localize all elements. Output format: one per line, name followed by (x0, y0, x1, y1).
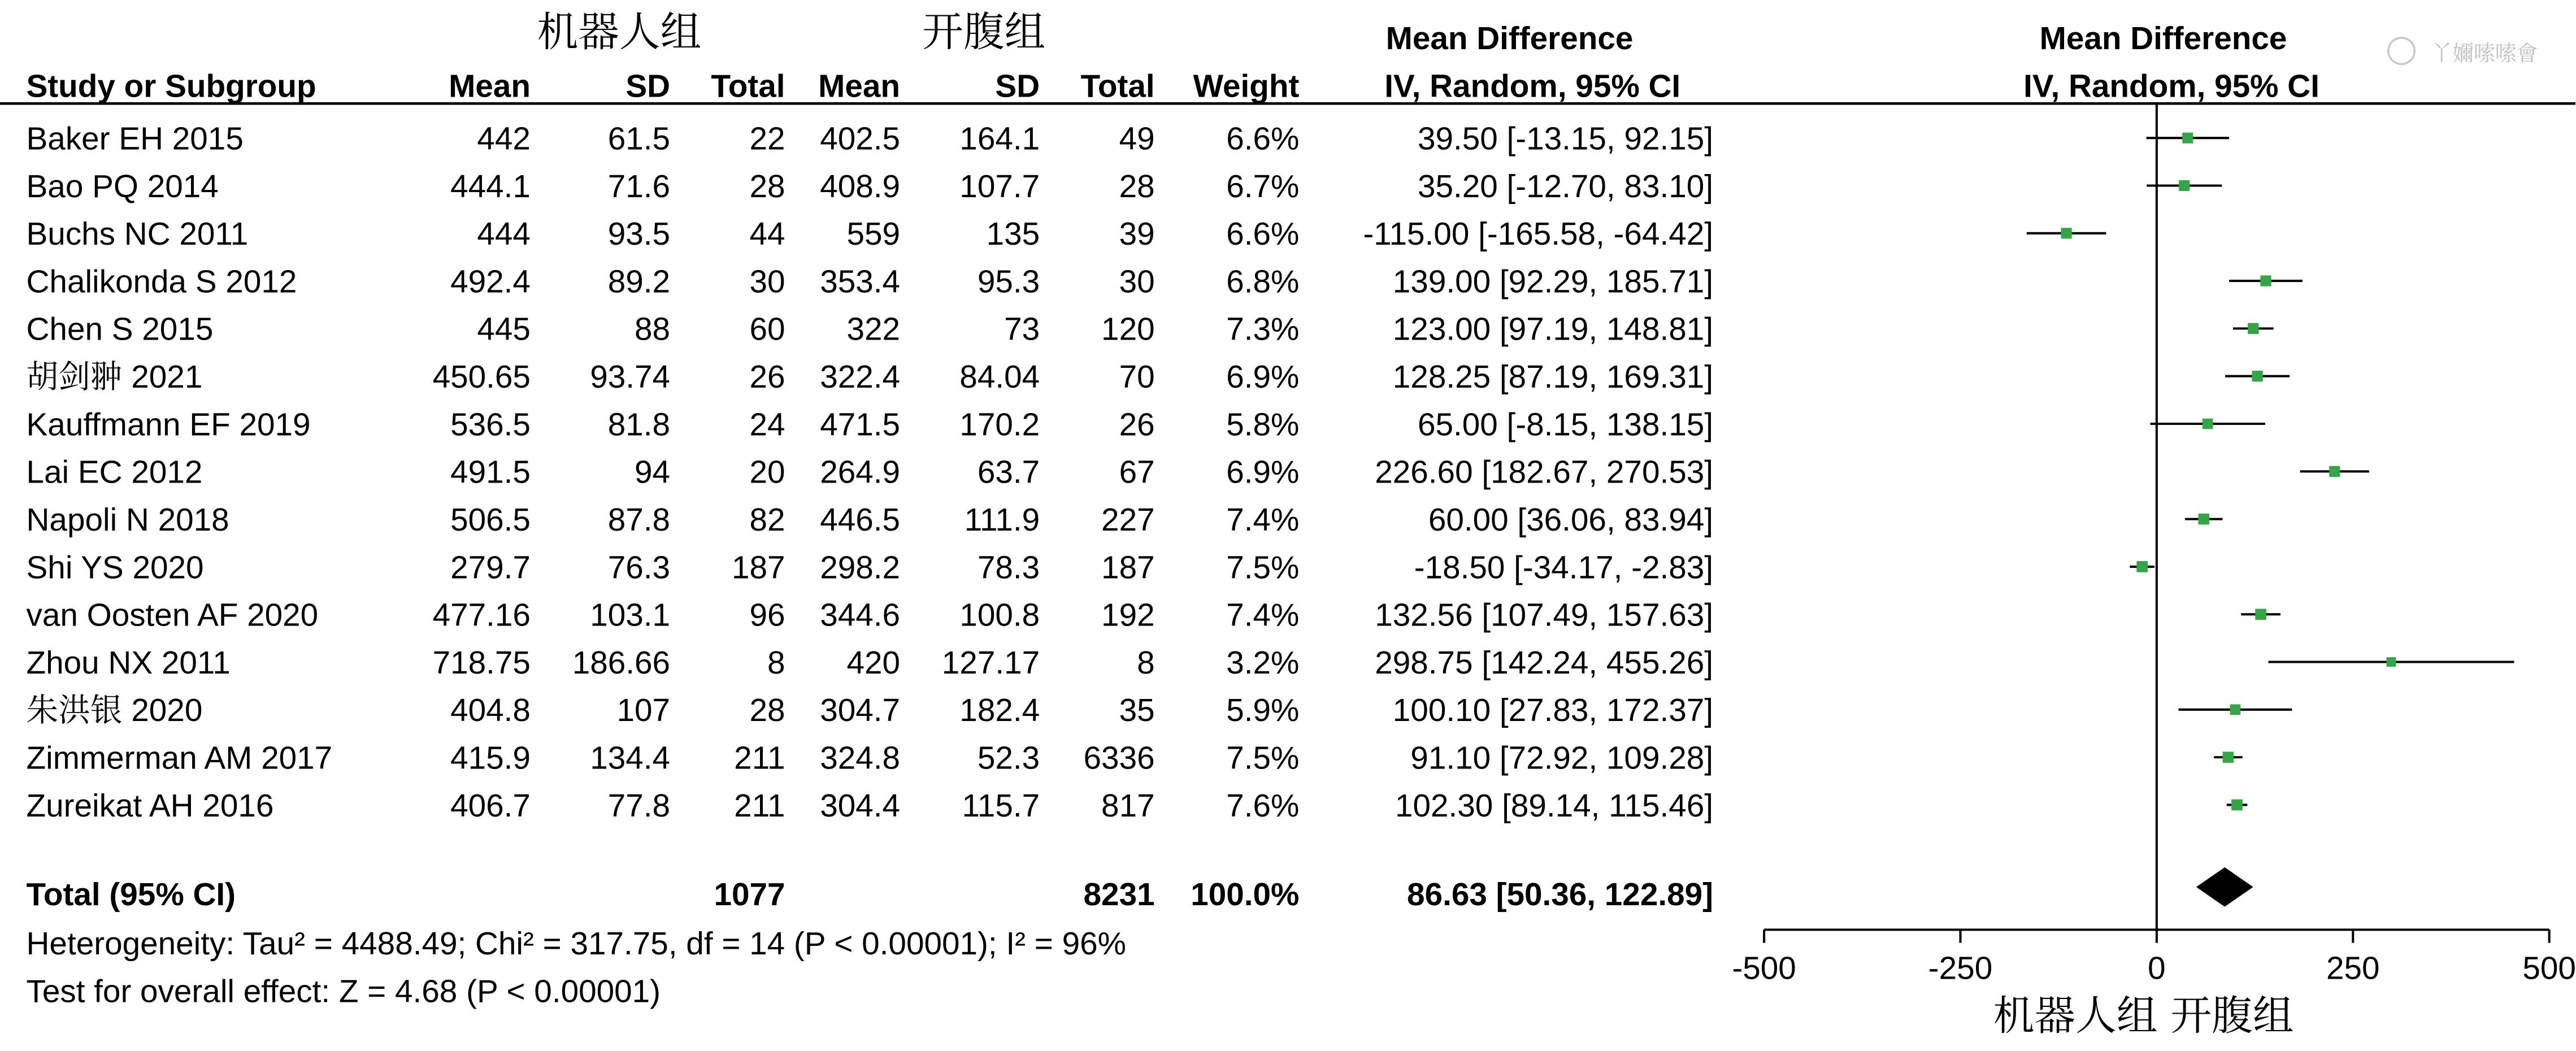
totals-ci: 86.63 [50.36, 122.89] (1407, 876, 1714, 913)
sd-experimental: 71.6 (607, 168, 671, 205)
study-name: Napoli N 2018 (26, 502, 229, 538)
sd-experimental: 81.8 (607, 407, 671, 443)
mean-experimental: 444 (477, 216, 531, 253)
mean-control: 322.4 (820, 359, 901, 396)
header-weight: Weight (1193, 68, 1300, 105)
totals-label: Total (95% CI) (26, 876, 236, 913)
sd-experimental: 107 (616, 693, 671, 729)
weight: 7.3% (1226, 311, 1300, 348)
sd-control: 73 (1004, 311, 1040, 348)
column-headers (27, 69, 2319, 105)
mean-control: 264.9 (820, 454, 901, 490)
table-row (27, 359, 1713, 395)
table-row (27, 550, 1713, 585)
table-row (27, 121, 1713, 157)
point-estimate-marker (2179, 180, 2190, 191)
mean-experimental: 404.8 (450, 693, 531, 729)
watermark-seal-icon (2388, 38, 2415, 64)
table-row (27, 598, 1713, 633)
total-experimental: 8 (767, 645, 785, 681)
total-control: 6336 (1083, 740, 1155, 776)
header-study: Study or Subgroup (26, 68, 316, 105)
sd-experimental: 77.8 (607, 788, 671, 824)
weight: 7.4% (1226, 502, 1300, 538)
table-row (27, 169, 1713, 205)
weight: 6.6% (1226, 216, 1300, 253)
plot-marks (2027, 103, 2514, 930)
sd-control: 170.2 (959, 407, 1040, 443)
sd-control: 164.1 (959, 121, 1040, 157)
study-name: Chen S 2015 (26, 311, 214, 348)
study-name: Zhou NX 2011 (26, 645, 231, 681)
total-control: 39 (1119, 216, 1155, 253)
sd-control: 111.9 (964, 502, 1040, 538)
mean-control: 559 (846, 216, 901, 253)
study-name: van Oosten AF 2020 (26, 597, 319, 633)
total-experimental: 28 (749, 693, 785, 729)
mean-control: 322 (846, 311, 901, 348)
weight: 7.6% (1226, 788, 1300, 824)
sd-control: 182.4 (959, 693, 1040, 729)
ci-text: 123.00 [97.19, 148.81] (1392, 311, 1714, 348)
mean-control: 446.5 (820, 502, 901, 538)
mean-experimental: 442 (477, 121, 531, 157)
total-experimental: 60 (749, 311, 785, 348)
totals-n-control: 8231 (1083, 876, 1155, 913)
total-control: 120 (1101, 311, 1155, 348)
table-row (27, 788, 1713, 824)
mean-control: 420 (846, 645, 901, 681)
sd-control: 115.7 (962, 788, 1040, 824)
total-control: 8 (1137, 645, 1155, 681)
mean-experimental: 491.5 (450, 454, 531, 490)
total-control: 70 (1119, 359, 1155, 396)
header-total-control: Total (1080, 68, 1155, 105)
total-control: 192 (1101, 597, 1155, 633)
total-experimental: 211 (734, 788, 785, 824)
ci-text: 35.20 [-12.70, 83.10] (1417, 168, 1714, 205)
total-control: 67 (1119, 454, 1155, 490)
table-row (27, 740, 1713, 776)
total-experimental: 187 (731, 550, 785, 586)
study-name: Bao PQ 2014 (26, 168, 219, 205)
sd-experimental: 76.3 (607, 550, 671, 586)
total-experimental: 22 (749, 121, 785, 157)
sd-control: 127.17 (941, 645, 1040, 681)
weight: 5.9% (1226, 693, 1300, 729)
x-axis (1732, 930, 2575, 986)
total-experimental: 82 (749, 502, 785, 538)
sd-experimental: 93.5 (607, 216, 671, 253)
pooled-diamond (2196, 867, 2253, 907)
mean-control: 471.5 (820, 407, 901, 443)
ci-text: 139.00 [92.29, 185.71] (1392, 264, 1714, 300)
axis-tick-label: -250 (1928, 950, 1993, 987)
weight: 7.5% (1226, 550, 1300, 586)
sd-control: 107.7 (959, 168, 1040, 205)
mean-control: 408.9 (820, 168, 901, 205)
total-control: 227 (1101, 502, 1155, 538)
sd-control: 100.8 (959, 597, 1040, 633)
point-estimate-marker (2252, 371, 2262, 381)
table-row (27, 312, 1713, 348)
plot-effect-title: Mean Difference (2039, 21, 2287, 57)
watermark (2388, 38, 2538, 66)
weight: 3.2% (1226, 645, 1300, 681)
watermark-text: 丫嬭嗦嗦會 (2431, 41, 2538, 66)
mean-experimental: 536.5 (450, 407, 531, 443)
sd-experimental: 93.74 (590, 359, 671, 396)
study-name: Shi YS 2020 (26, 550, 204, 586)
table-row (27, 693, 1713, 728)
sd-control: 78.3 (977, 550, 1040, 586)
mean-experimental: 718.75 (432, 645, 531, 681)
study-name: Chalikonda S 2012 (26, 264, 297, 300)
mean-experimental: 445 (477, 311, 531, 348)
sd-experimental: 61.5 (607, 121, 671, 157)
ci-text: -18.50 [-34.17, -2.83] (1414, 550, 1714, 586)
ci-text: 226.60 [182.67, 270.53] (1375, 454, 1714, 490)
header-method-table: IV, Random, 95% CI (1384, 68, 1681, 105)
table-row (27, 455, 1713, 490)
sd-control: 63.7 (977, 454, 1040, 490)
ci-text: 39.50 [-13.15, 92.15] (1417, 121, 1714, 157)
ci-text: 102.30 [89.14, 115.46] (1395, 788, 1714, 824)
point-estimate-marker (2230, 704, 2241, 715)
study-name: 胡剑翀 2021 (26, 359, 203, 396)
ci-text: 65.00 [-8.15, 138.15] (1417, 407, 1714, 443)
axis-tick-label: 500 (2522, 950, 2576, 987)
total-control: 817 (1101, 788, 1155, 824)
totals-n-experimental: 1077 (714, 876, 785, 913)
experimental-group-label: 机器人组 (537, 8, 702, 57)
mean-control: 353.4 (820, 264, 901, 300)
ci-text: 91.10 [72.92, 109.28] (1410, 740, 1714, 776)
mean-control: 304.4 (820, 788, 901, 824)
total-experimental: 211 (734, 740, 785, 776)
study-name: Baker EH 2015 (26, 121, 244, 157)
header-total-experimental: Total (711, 68, 785, 105)
point-estimate-marker (2223, 752, 2234, 763)
table-row (27, 407, 1713, 442)
mean-experimental: 450.65 (432, 359, 531, 396)
total-experimental: 96 (749, 597, 785, 633)
study-name: Kauffmann EF 2019 (26, 407, 311, 443)
sd-experimental: 94 (635, 454, 671, 490)
mean-experimental: 492.4 (450, 264, 531, 300)
point-estimate-marker (2387, 657, 2396, 667)
axis-favours-label: 机器人组 开腹组 (1993, 992, 2294, 1040)
point-estimate-marker (2248, 323, 2258, 334)
study-rows (27, 121, 1713, 824)
mean-control: 402.5 (820, 121, 901, 157)
weight: 7.4% (1226, 597, 1300, 633)
weight: 5.8% (1226, 407, 1300, 443)
weight: 6.9% (1226, 359, 1300, 396)
point-estimate-marker (2231, 800, 2243, 811)
mean-control: 304.7 (820, 693, 901, 729)
study-name: 朱洪银 2020 (26, 693, 203, 729)
study-name: Lai EC 2012 (26, 454, 203, 490)
sd-experimental: 88 (635, 311, 671, 348)
mean-control: 298.2 (820, 550, 901, 586)
total-experimental: 44 (749, 216, 785, 253)
ci-text: 60.00 [36.06, 83.94] (1428, 502, 1714, 538)
table-row (27, 502, 1713, 538)
overall-effect-test: Test for overall effect: Z = 4.68 (P < 0.00001) (26, 974, 661, 1010)
total-control: 35 (1119, 693, 1155, 729)
table-row (27, 645, 1713, 681)
header-mean-control: Mean (818, 68, 901, 105)
point-estimate-marker (2329, 466, 2340, 477)
study-name: Buchs NC 2011 (26, 216, 249, 253)
sd-control: 84.04 (959, 359, 1040, 396)
total-control: 187 (1101, 550, 1155, 586)
sd-control: 135 (986, 216, 1040, 253)
header-sd-control: SD (995, 68, 1040, 105)
axis-tick-label: 250 (2326, 950, 2380, 987)
sd-experimental: 186.66 (572, 645, 671, 681)
mean-experimental: 406.7 (450, 788, 531, 824)
total-control: 49 (1119, 121, 1155, 157)
ci-text: 298.75 [142.24, 455.26] (1375, 645, 1714, 681)
weight: 6.9% (1226, 454, 1300, 490)
table-row (27, 264, 1713, 299)
total-experimental: 20 (749, 454, 785, 490)
sd-experimental: 134.4 (590, 740, 671, 776)
heterogeneity-stats: Heterogeneity: Tau² = 4488.49; Chi² = 317.75, df = 14 (P < 0.00001); I² = 96% (26, 926, 1127, 962)
weight: 6.7% (1226, 168, 1300, 205)
mean-experimental: 477.16 (432, 597, 531, 633)
study-name: Zureikat AH 2016 (26, 788, 274, 824)
total-control: 28 (1119, 168, 1155, 205)
weight: 6.8% (1226, 264, 1300, 300)
point-estimate-marker (2198, 514, 2209, 525)
ci-text: 128.25 [87.19, 169.31] (1392, 359, 1714, 396)
sd-control: 95.3 (977, 264, 1040, 300)
point-estimate-marker (2136, 561, 2148, 572)
weight: 7.5% (1226, 740, 1300, 776)
point-estimate-marker (2260, 275, 2271, 286)
point-estimate-marker (2255, 609, 2266, 620)
sd-control: 52.3 (977, 740, 1040, 776)
mean-experimental: 444.1 (450, 168, 531, 205)
total-experimental: 28 (749, 168, 785, 205)
weight: 6.6% (1226, 121, 1300, 157)
header-mean-experimental: Mean (449, 68, 531, 105)
control-group-label: 开腹组 (922, 8, 1046, 57)
sd-experimental: 87.8 (607, 502, 671, 538)
total-control: 26 (1119, 407, 1155, 443)
ci-text: -115.00 [-165.58, -64.42] (1363, 216, 1714, 253)
mean-experimental: 506.5 (450, 502, 531, 538)
axis-tick-label: 0 (2148, 950, 2166, 987)
ci-text: 132.56 [107.49, 157.63] (1375, 597, 1714, 633)
totals-row (27, 877, 1713, 913)
mean-experimental: 415.9 (450, 740, 531, 776)
total-control: 30 (1119, 264, 1155, 300)
point-estimate-marker (2182, 133, 2193, 144)
header-sd-experimental: SD (625, 68, 671, 105)
sd-experimental: 89.2 (607, 264, 671, 300)
study-name: Zimmerman AM 2017 (26, 740, 333, 776)
table-row (27, 216, 1713, 252)
mean-control: 344.6 (820, 597, 901, 633)
mean-control: 324.8 (820, 740, 901, 776)
total-experimental: 24 (749, 407, 785, 443)
total-experimental: 26 (749, 359, 785, 396)
totals-weight: 100.0% (1191, 876, 1300, 913)
mean-experimental: 279.7 (450, 550, 531, 586)
point-estimate-marker (2203, 419, 2213, 429)
total-experimental: 30 (749, 264, 785, 300)
axis-tick-label: -500 (1732, 950, 1796, 987)
header-method-plot: IV, Random, 95% CI (2023, 68, 2319, 105)
ci-text: 100.10 [27.83, 172.37] (1392, 693, 1714, 729)
table-effect-title: Mean Difference (1385, 21, 1634, 57)
sd-experimental: 103.1 (590, 597, 671, 633)
point-estimate-marker (2061, 228, 2072, 238)
